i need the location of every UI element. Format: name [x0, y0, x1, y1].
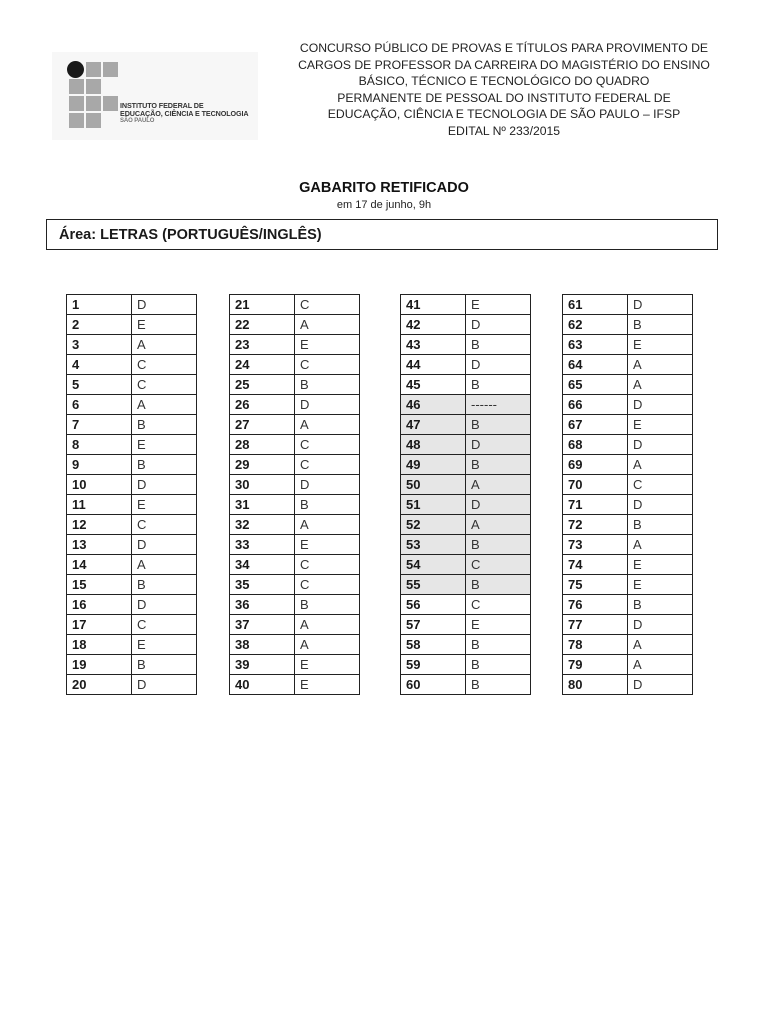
question-number: 1	[67, 295, 132, 315]
answer-row	[230, 595, 360, 615]
question-number: 75	[563, 575, 628, 595]
answer-letter: E	[628, 415, 693, 435]
answer-letter: B	[295, 495, 360, 515]
page-title: GABARITO RETIFICADO	[299, 180, 469, 196]
answer-letter: D	[628, 395, 693, 415]
question-number: 52	[401, 515, 466, 535]
question-number: 60	[401, 675, 466, 695]
question-number: 58	[401, 635, 466, 655]
answer-row	[563, 495, 693, 515]
answer-letter: C	[295, 455, 360, 475]
question-number: 63	[563, 335, 628, 355]
question-number: 73	[563, 535, 628, 555]
question-number: 45	[401, 375, 466, 395]
answer-letter: D	[628, 435, 693, 455]
question-number: 5	[67, 375, 132, 395]
question-number: 79	[563, 655, 628, 675]
answer-row	[230, 315, 360, 335]
answer-letter: B	[466, 335, 531, 355]
question-number: 47	[401, 415, 466, 435]
answer-row	[563, 655, 693, 675]
answer-letter: C	[132, 375, 197, 395]
answer-letter: D	[628, 675, 693, 695]
answer-letter: C	[132, 355, 197, 375]
answer-row	[67, 395, 197, 415]
answer-letter: D	[295, 395, 360, 415]
answer-row	[401, 395, 531, 415]
answer-row	[67, 475, 197, 495]
answer-row	[230, 415, 360, 435]
logo-text-line1: INSTITUTO FEDERAL DE	[120, 101, 204, 110]
answer-letter: D	[132, 595, 197, 615]
question-number: 48	[401, 435, 466, 455]
answer-letter: D	[466, 315, 531, 335]
question-number: 62	[563, 315, 628, 335]
area-box: Área: LETRAS (PORTUGUÊS/INGLÊS)	[46, 219, 718, 250]
answer-letter: B	[628, 315, 693, 335]
answer-row	[67, 555, 197, 575]
answer-row	[230, 515, 360, 535]
answer-row	[67, 295, 197, 315]
question-number: 51	[401, 495, 466, 515]
answer-row	[563, 595, 693, 615]
answer-letter: A	[628, 635, 693, 655]
question-number: 38	[230, 635, 295, 655]
question-number: 76	[563, 595, 628, 615]
answer-row	[401, 375, 531, 395]
header-line: CARGOS DE PROFESSOR DA CARREIRA DO MAGISTÉRIO DO ENSINO	[298, 57, 710, 72]
question-number: 21	[230, 295, 295, 315]
question-number: 23	[230, 335, 295, 355]
answer-row	[67, 515, 197, 535]
question-number: 2	[67, 315, 132, 335]
answer-letter: A	[466, 475, 531, 495]
answer-row	[230, 295, 360, 315]
answer-letter: C	[628, 475, 693, 495]
answer-letter: B	[132, 575, 197, 595]
question-number: 78	[563, 635, 628, 655]
answer-row	[401, 555, 531, 575]
answer-letter: B	[466, 535, 531, 555]
question-number: 7	[67, 415, 132, 435]
answer-letter: E	[628, 555, 693, 575]
answer-letter: A	[628, 375, 693, 395]
answer-row	[230, 495, 360, 515]
answer-row	[563, 515, 693, 535]
question-number: 36	[230, 595, 295, 615]
answer-letter: A	[295, 615, 360, 635]
question-number: 53	[401, 535, 466, 555]
logo-dot	[67, 61, 84, 78]
answer-letter: A	[295, 515, 360, 535]
answer-letter: B	[466, 575, 531, 595]
answer-row	[67, 495, 197, 515]
question-number: 66	[563, 395, 628, 415]
answer-row	[67, 635, 197, 655]
answer-row	[401, 495, 531, 515]
answer-row	[401, 615, 531, 635]
question-number: 29	[230, 455, 295, 475]
answer-letter: E	[132, 315, 197, 335]
header-line: EDITAL Nº 233/2015	[447, 123, 561, 138]
answer-row	[230, 655, 360, 675]
answer-letter: E	[628, 575, 693, 595]
question-number: 35	[230, 575, 295, 595]
answer-table-4	[562, 294, 693, 695]
question-number: 34	[230, 555, 295, 575]
answer-row	[563, 415, 693, 435]
answer-letter: A	[295, 415, 360, 435]
question-number: 8	[67, 435, 132, 455]
answer-table-1	[66, 294, 197, 695]
question-number: 80	[563, 675, 628, 695]
answer-row	[67, 615, 197, 635]
question-number: 4	[67, 355, 132, 375]
answer-letter: D	[466, 435, 531, 455]
answer-row	[563, 295, 693, 315]
answer-letter: B	[466, 415, 531, 435]
answer-letter: C	[132, 615, 197, 635]
answer-row	[401, 315, 531, 335]
answer-row	[563, 615, 693, 635]
answer-letter: B	[466, 655, 531, 675]
answer-row	[230, 675, 360, 695]
answer-letter: B	[132, 655, 197, 675]
logo-text-line2: EDUCAÇÃO, CIÊNCIA E TECNOLOGIA	[120, 109, 249, 118]
answer-letter: A	[628, 455, 693, 475]
answer-letter: A	[628, 655, 693, 675]
answer-row	[401, 655, 531, 675]
header-line: PERMANENTE DE PESSOAL DO INSTITUTO FEDERAL DE	[337, 90, 671, 105]
answer-letter: ------	[466, 395, 531, 415]
answer-row	[401, 435, 531, 455]
answer-row	[67, 655, 197, 675]
answer-letter: D	[628, 615, 693, 635]
answer-row	[230, 375, 360, 395]
answer-letter: B	[466, 675, 531, 695]
answer-letter: B	[295, 375, 360, 395]
answer-row	[230, 555, 360, 575]
answer-row	[563, 535, 693, 555]
question-number: 26	[230, 395, 295, 415]
answer-row	[563, 475, 693, 495]
answer-letter: D	[132, 535, 197, 555]
answer-letter: C	[295, 295, 360, 315]
answer-row	[563, 315, 693, 335]
answer-letter: B	[628, 515, 693, 535]
answer-row	[401, 675, 531, 695]
answer-letter: A	[132, 335, 197, 355]
answer-row	[563, 675, 693, 695]
answer-letter: C	[466, 555, 531, 575]
answer-letter: C	[295, 575, 360, 595]
answer-row	[67, 435, 197, 455]
answer-row	[401, 455, 531, 475]
question-number: 9	[67, 455, 132, 475]
question-number: 70	[563, 475, 628, 495]
answer-table-3	[400, 294, 531, 695]
answer-row	[230, 575, 360, 595]
answer-row	[563, 635, 693, 655]
subtitle-text: em 17 de junho, 9h	[336, 199, 432, 211]
answer-row	[563, 575, 693, 595]
answer-row	[401, 295, 531, 315]
answer-row	[401, 575, 531, 595]
question-number: 10	[67, 475, 132, 495]
question-number: 59	[401, 655, 466, 675]
answer-letter: B	[466, 375, 531, 395]
question-number: 67	[563, 415, 628, 435]
answer-row	[401, 355, 531, 375]
answer-letter: B	[466, 635, 531, 655]
question-number: 65	[563, 375, 628, 395]
answer-letter: D	[132, 295, 197, 315]
answer-letter: E	[295, 675, 360, 695]
answer-letter: E	[132, 495, 197, 515]
question-number: 24	[230, 355, 295, 375]
answer-row	[563, 435, 693, 455]
answer-letter: C	[466, 595, 531, 615]
question-number: 14	[67, 555, 132, 575]
answer-row	[230, 635, 360, 655]
answer-row	[67, 315, 197, 335]
answer-letter: B	[466, 455, 531, 475]
answer-row	[230, 475, 360, 495]
answer-row	[67, 595, 197, 615]
answer-row	[563, 455, 693, 475]
header-line: EDUCAÇÃO, CIÊNCIA E TECNOLOGIA DE SÃO PAULO – IFSP	[327, 107, 681, 121]
answer-table-2	[229, 294, 360, 695]
answer-row	[230, 455, 360, 475]
question-number: 72	[563, 515, 628, 535]
answer-row	[67, 575, 197, 595]
question-number: 64	[563, 355, 628, 375]
answer-row	[563, 355, 693, 375]
answer-letter: D	[628, 495, 693, 515]
question-number: 32	[230, 515, 295, 535]
answer-row	[563, 335, 693, 355]
question-number: 50	[401, 475, 466, 495]
question-number: 43	[401, 335, 466, 355]
question-number: 68	[563, 435, 628, 455]
question-number: 19	[67, 655, 132, 675]
page-subtitle	[0, 199, 768, 211]
answer-row	[67, 375, 197, 395]
answer-row	[67, 535, 197, 555]
answer-letter: D	[132, 675, 197, 695]
question-number: 30	[230, 475, 295, 495]
answer-row	[401, 595, 531, 615]
contest-header	[290, 40, 718, 139]
answer-row	[230, 355, 360, 375]
answer-row	[230, 535, 360, 555]
answer-row	[67, 415, 197, 435]
answer-row	[563, 375, 693, 395]
answer-letter: B	[628, 595, 693, 615]
answer-letter: D	[628, 295, 693, 315]
question-number: 46	[401, 395, 466, 415]
answer-row	[401, 415, 531, 435]
answer-letter: C	[295, 555, 360, 575]
answer-letter: E	[295, 655, 360, 675]
answer-row	[563, 555, 693, 575]
question-number: 55	[401, 575, 466, 595]
question-number: 42	[401, 315, 466, 335]
question-number: 71	[563, 495, 628, 515]
answer-letter: D	[132, 475, 197, 495]
answer-letter: B	[132, 455, 197, 475]
question-number: 18	[67, 635, 132, 655]
question-number: 37	[230, 615, 295, 635]
answer-letter: A	[628, 355, 693, 375]
question-number: 28	[230, 435, 295, 455]
answer-letter: A	[295, 315, 360, 335]
question-number: 41	[401, 295, 466, 315]
answer-row	[401, 535, 531, 555]
question-number: 44	[401, 355, 466, 375]
question-number: 57	[401, 615, 466, 635]
answer-letter: E	[628, 335, 693, 355]
answer-letter: A	[295, 635, 360, 655]
answer-row	[67, 455, 197, 475]
answer-row	[67, 355, 197, 375]
question-number: 16	[67, 595, 132, 615]
header-line: CONCURSO PÚBLICO DE PROVAS E TÍTULOS PARA PROVIMENTO DE	[299, 41, 709, 55]
answer-letter: E	[132, 435, 197, 455]
answer-row	[401, 475, 531, 495]
question-number: 27	[230, 415, 295, 435]
header-line: BÁSICO, TÉCNICO E TECNOLÓGICO DO QUADRO	[358, 74, 650, 88]
answer-row	[230, 335, 360, 355]
answer-row	[230, 435, 360, 455]
answer-letter: D	[466, 355, 531, 375]
question-number: 11	[67, 495, 132, 515]
answer-row	[230, 615, 360, 635]
question-number: 49	[401, 455, 466, 475]
question-number: 39	[230, 655, 295, 675]
answer-letter: E	[466, 615, 531, 635]
answer-letter: C	[295, 435, 360, 455]
answer-row	[401, 635, 531, 655]
question-number: 77	[563, 615, 628, 635]
question-number: 13	[67, 535, 132, 555]
answer-letter: A	[628, 535, 693, 555]
answer-letter: A	[132, 395, 197, 415]
answer-row	[563, 395, 693, 415]
question-number: 12	[67, 515, 132, 535]
answer-letter: B	[132, 415, 197, 435]
answer-letter: C	[132, 515, 197, 535]
answer-letter: E	[295, 335, 360, 355]
answer-row	[67, 335, 197, 355]
question-number: 3	[67, 335, 132, 355]
question-number: 74	[563, 555, 628, 575]
question-number: 33	[230, 535, 295, 555]
answer-letter: D	[295, 475, 360, 495]
question-number: 22	[230, 315, 295, 335]
answer-letter: A	[132, 555, 197, 575]
question-number: 40	[230, 675, 295, 695]
answer-row	[67, 675, 197, 695]
question-number: 25	[230, 375, 295, 395]
question-number: 56	[401, 595, 466, 615]
question-number: 61	[563, 295, 628, 315]
answer-letter: E	[295, 535, 360, 555]
question-number: 6	[67, 395, 132, 415]
answer-row	[230, 395, 360, 415]
answer-letter: A	[466, 515, 531, 535]
question-number: 15	[67, 575, 132, 595]
answer-letter: E	[466, 295, 531, 315]
question-number: 20	[67, 675, 132, 695]
logo-text-line3: SÃO PAULO	[120, 118, 155, 124]
question-number: 69	[563, 455, 628, 475]
question-number: 54	[401, 555, 466, 575]
ifsp-logo	[52, 52, 258, 140]
answer-row	[401, 515, 531, 535]
question-number: 31	[230, 495, 295, 515]
answer-letter: E	[132, 635, 197, 655]
answer-letter: C	[295, 355, 360, 375]
answer-row	[401, 335, 531, 355]
question-number: 17	[67, 615, 132, 635]
answer-letter: B	[295, 595, 360, 615]
answer-letter: D	[466, 495, 531, 515]
